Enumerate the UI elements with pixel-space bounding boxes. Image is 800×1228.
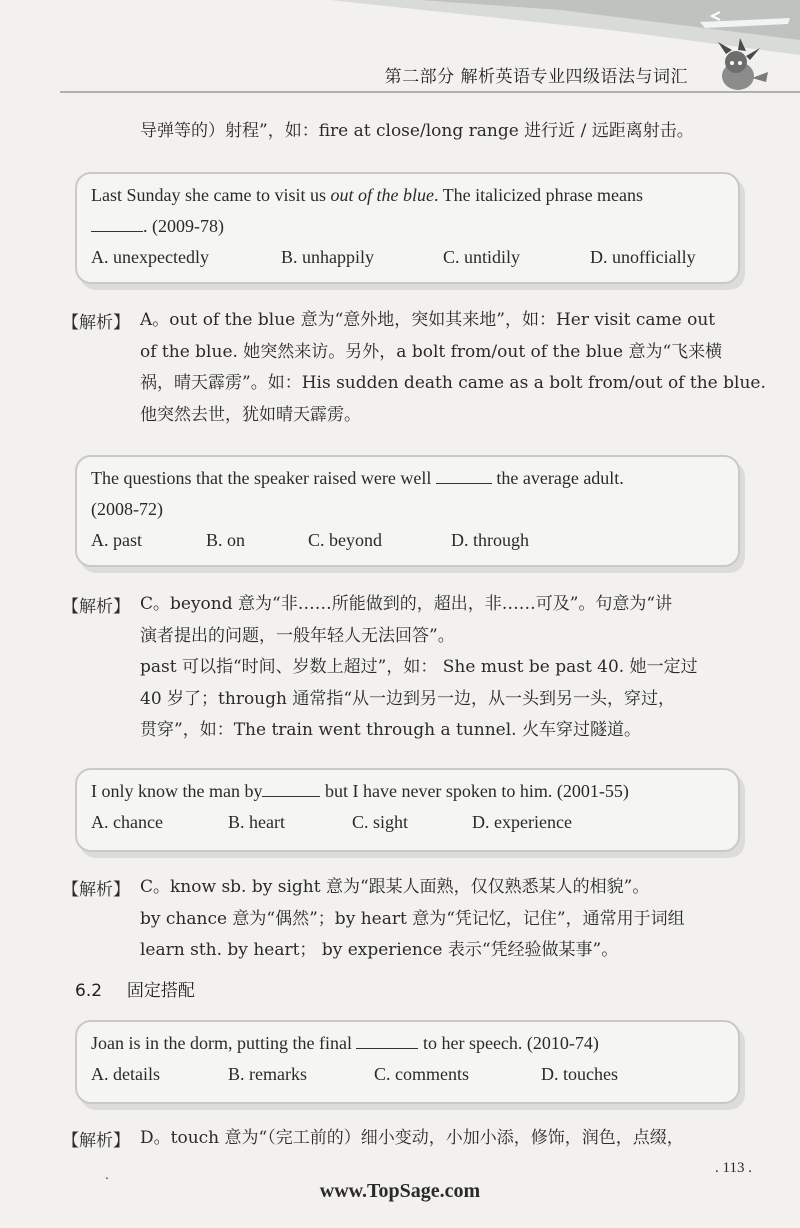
section-title: 固定搭配 <box>126 981 195 1001</box>
analysis-tag-4: 【解析】 <box>62 1131 130 1151</box>
footer-dot: . <box>105 1168 109 1182</box>
analysis-tag-2: 【解析】 <box>62 597 130 617</box>
q1-line1: Last Sunday she came to visit us out of the blue. The italicized phrase means <box>91 185 644 205</box>
q3-option-a: A. chance <box>91 812 163 832</box>
q2-line2: (2008-72) <box>91 499 163 519</box>
q4-line1: Joan is in the dorm, putting the final to her speech. (2010-74) <box>91 1028 724 1059</box>
q3-option-c: C. sight <box>352 812 409 832</box>
intro-line: 导弹等的）射程”，如：fire at close/long range 进行近 / 远距离射击。 <box>140 121 694 141</box>
q1-line2: . (2009-78) <box>91 211 724 242</box>
q1-option-b: B. unhappily <box>281 247 374 267</box>
q3-option-b: B. heart <box>228 812 285 832</box>
q2-line1: The questions that the speaker raised were well the average adult. <box>91 463 724 494</box>
analysis-4: D。touch 意为“（完工前的）细小变动，小加小添，修饰，润色，点缀， <box>140 1128 684 1148</box>
answer-blank <box>436 465 492 484</box>
q1-options <box>91 242 724 273</box>
q4-option-b: B. remarks <box>228 1064 307 1084</box>
q1-option-a: A. unexpectedly <box>91 247 209 267</box>
mascot-icon <box>708 38 770 96</box>
q2-options <box>91 525 724 556</box>
q2-option-c: C. beyond <box>308 530 382 550</box>
analysis-tag-1: 【解析】 <box>62 313 130 333</box>
page-number: . 113 . <box>715 1160 752 1176</box>
answer-blank <box>356 1030 418 1049</box>
analysis-2: C。beyond 意为“非……所能做到的，超出，非……可及”。句意为“讲 演者提出的问题，一般年轻人无法回答”。 past 可以指“时间、岁数上超过”，如： She must be past 40. 她一定过 40 岁了；through 通常指“从一边到另一边，从一头到另一头，穿过， 贯穿”，如：The train went through a tunnel. 火车穿过隧道。 <box>140 594 698 740</box>
section-number: 6.2 <box>75 981 103 1001</box>
q1-option-d: D. unofficially <box>590 247 696 267</box>
question-box-3 <box>75 768 740 852</box>
question-box-1 <box>75 172 740 284</box>
q4-options <box>91 1059 724 1090</box>
section-heading <box>75 976 195 1001</box>
q4-option-a: A. details <box>91 1064 160 1084</box>
answer-blank <box>262 778 320 797</box>
q1-option-c: C. untidily <box>443 247 521 267</box>
analysis-1: A。out of the blue 意为“意外地，突如其来地”，如：Her visit came out of the blue. 她突然来访。另外，a bolt from/out of the blue 意为“飞来横 祸，晴天霹雳”。如：His sudden death came as a bolt from/out of the blue. 他突然去世，犹如晴天霹雳。 <box>140 310 766 425</box>
analysis-3: C。know sb. by sight 意为“跟某人面熟，仅仅熟悉某人的相貌”。 by chance 意为“偶然”；by heart 意为“凭记忆，记住”，通常用于词组 learn sth. by heart； by experience 表示“凭经验做某事”。 <box>140 877 685 960</box>
header-title: 第二部分 解析英语专业四级语法与词汇 <box>384 67 688 87</box>
q2-option-d: D. through <box>451 530 529 550</box>
q4-option-c: C. comments <box>374 1064 469 1084</box>
question-box-2 <box>75 455 740 567</box>
question-box-4 <box>75 1020 740 1104</box>
q2-option-b: B. on <box>206 530 246 550</box>
q4-option-d: D. touches <box>541 1064 618 1084</box>
q3-line1: I only know the man by but I have never spoken to him. (2001-55) <box>91 776 724 807</box>
answer-blank <box>91 213 143 232</box>
q2-option-a: A. past <box>91 530 142 550</box>
analysis-tag-3: 【解析】 <box>62 880 130 900</box>
footer-url: www.TopSage.com <box>319 1180 481 1202</box>
q3-option-d: D. experience <box>472 812 572 832</box>
q3-options <box>91 807 724 838</box>
